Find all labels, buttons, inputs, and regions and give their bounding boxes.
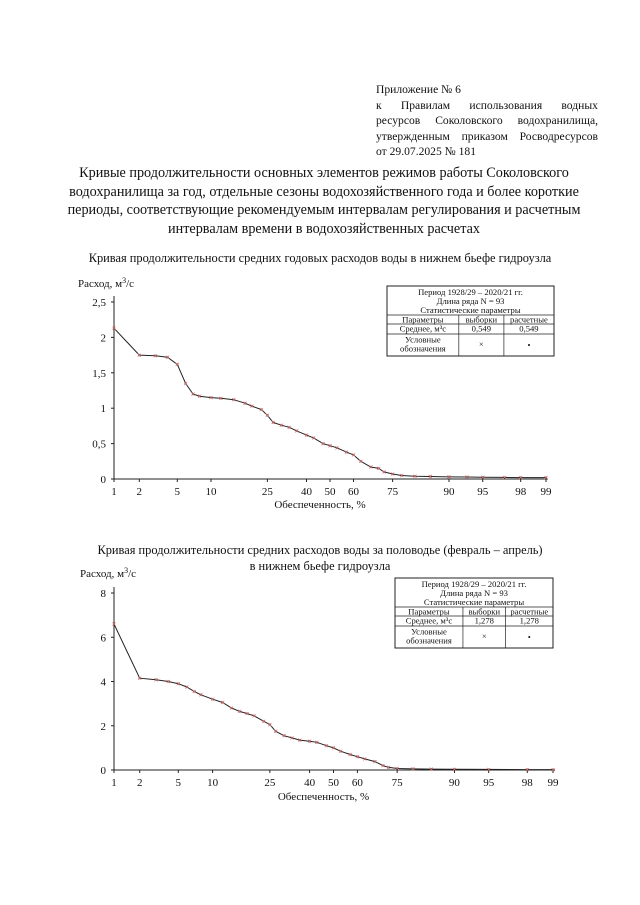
x-tick-label: 95 <box>483 777 495 789</box>
legend-symbols-label: обозначения <box>400 343 446 354</box>
x-tick-label: 90 <box>448 777 460 789</box>
sample-point <box>193 690 196 693</box>
y-tick-label: 4 <box>100 676 106 689</box>
sample-point <box>268 723 271 726</box>
legend-symbols-label: обозначения <box>406 635 452 646</box>
chart-2 <box>80 566 559 803</box>
appendix-word: Правилам <box>400 98 451 112</box>
y-tick-label: 2 <box>100 720 106 733</box>
chart-2-title-line: в нижнем бьефе гидроузла <box>249 559 391 573</box>
y-tick-label: 1,5 <box>92 367 106 380</box>
sample-point <box>262 720 265 723</box>
legend-mean-label: Среднее, м³с <box>399 323 447 334</box>
appendix-line-4: утвержденным приказом Росводресурсов <box>376 129 598 143</box>
x-tick-label: 10 <box>207 777 219 789</box>
legend-calc-symbol: • <box>527 632 531 642</box>
sample-point <box>266 414 269 417</box>
legend-mean-calc: 0,549 <box>519 323 539 334</box>
x-axis-label: Обеспеченность, % <box>274 499 366 511</box>
x-tick-label: 95 <box>477 486 489 498</box>
document-title-line: Кривые продолжительности основных элементов режимов работы Соколовского <box>79 165 569 181</box>
x-tick-label: 50 <box>328 777 339 789</box>
y-tick-label: 0,5 <box>92 438 106 451</box>
appendix-word: к <box>376 98 382 112</box>
x-tick-label: 5 <box>175 777 182 789</box>
appendix-line-3: ресурсов Соколовского водохранилища, <box>376 114 598 127</box>
chart-1-title-line: Кривая продолжительности средних годовых расходов воды в нижнем бьефе гидроузла <box>88 251 552 265</box>
x-tick-label: 98 <box>515 486 527 498</box>
x-tick-label: 1 <box>111 777 117 789</box>
legend-header: расчетные <box>510 606 549 617</box>
legend-mean-sample: 0,549 <box>471 323 492 334</box>
legend-length: Длина ряда N = 93 <box>436 296 505 306</box>
legend-period: Период 1928/29 – 2020/21 гг. <box>418 287 523 297</box>
x-tick-label: 25 <box>264 777 276 789</box>
x-tick-label: 99 <box>547 777 559 789</box>
x-tick-label: 75 <box>391 777 403 789</box>
x-tick-label: 25 <box>261 486 273 498</box>
legend-calc-symbol: • <box>527 340 531 350</box>
y-tick-label: 8 <box>100 588 106 600</box>
legend-mean-sample: 1,278 <box>474 615 494 626</box>
legend-header: выборки <box>465 314 498 325</box>
legend-mean-label: Среднее, м³с <box>405 615 453 626</box>
legend-section: Статистические параметры <box>420 305 521 315</box>
sample-point <box>359 460 362 463</box>
y-tick-label: 2,5 <box>92 297 106 309</box>
x-tick-label: 60 <box>348 486 360 498</box>
chart-1 <box>78 276 554 511</box>
legend-header: выборки <box>468 606 501 617</box>
x-tick-label: 99 <box>540 486 552 498</box>
y-tick-label: 6 <box>100 632 106 645</box>
y-tick-label: 2 <box>100 332 106 345</box>
y-axis-label: Расход, $м^3/с$ <box>78 276 135 290</box>
appendix-line-1: Приложение № 6 <box>376 83 461 96</box>
legend-sample-symbol: × <box>478 339 484 349</box>
document-title-line: периоды, соответствующие рекомендуемым интервалам регулирования и расчетным <box>67 202 581 218</box>
y-tick-label: 0 <box>100 765 106 777</box>
x-tick-label: 75 <box>387 486 399 498</box>
legend-header: Параметры <box>408 606 450 617</box>
x-axis-label: Обеспеченность, % <box>277 791 370 803</box>
x-tick-label: 40 <box>300 486 312 498</box>
legend-period: Период 1928/29 – 2020/21 гг. <box>421 579 527 589</box>
document-title-line: водохранилища за год, отдельные сезоны водохозяйственного года и более короткие <box>69 183 579 200</box>
x-tick-label: 98 <box>521 777 533 789</box>
legend-symbols-label: Условные <box>405 334 441 345</box>
x-tick-label: 90 <box>443 486 455 498</box>
appendix-line-5: от 29.07.2025 № 181 <box>376 145 477 158</box>
x-tick-label: 40 <box>304 777 316 789</box>
chart-2-title-line: Кривая продолжительности средних расходов воды за половодье (февраль – апрель) <box>97 543 543 557</box>
legend-section: Статистические параметры <box>423 597 525 607</box>
appendix-word: использования <box>469 98 543 112</box>
x-tick-label: 60 <box>351 777 363 789</box>
legend-box <box>395 578 553 648</box>
legend-symbols-label: Условные <box>411 626 447 637</box>
y-axis-label: Расход, $м^3/с$ <box>80 566 137 580</box>
x-tick-label: 50 <box>324 486 336 498</box>
y-tick-label: 0 <box>100 474 106 486</box>
sample-point <box>274 730 277 733</box>
document-title-line: интервалам времени в водохозяйственных расчетах <box>168 220 480 237</box>
legend-header: расчетные <box>510 314 548 325</box>
legend-box <box>387 286 554 356</box>
appendix-word: водных <box>561 98 598 112</box>
y-tick-label: 1 <box>100 403 106 416</box>
legend-header: Параметры <box>402 314 444 325</box>
x-tick-label: 2 <box>136 486 143 498</box>
x-tick-label: 1 <box>111 486 117 498</box>
x-tick-label: 10 <box>205 486 217 498</box>
legend-mean-calc: 1,278 <box>519 615 539 626</box>
legend-sample-symbol: × <box>481 631 487 641</box>
x-tick-label: 2 <box>136 777 143 789</box>
x-tick-label: 5 <box>174 486 181 498</box>
legend-length: Длина ряда N = 93 <box>440 588 508 598</box>
